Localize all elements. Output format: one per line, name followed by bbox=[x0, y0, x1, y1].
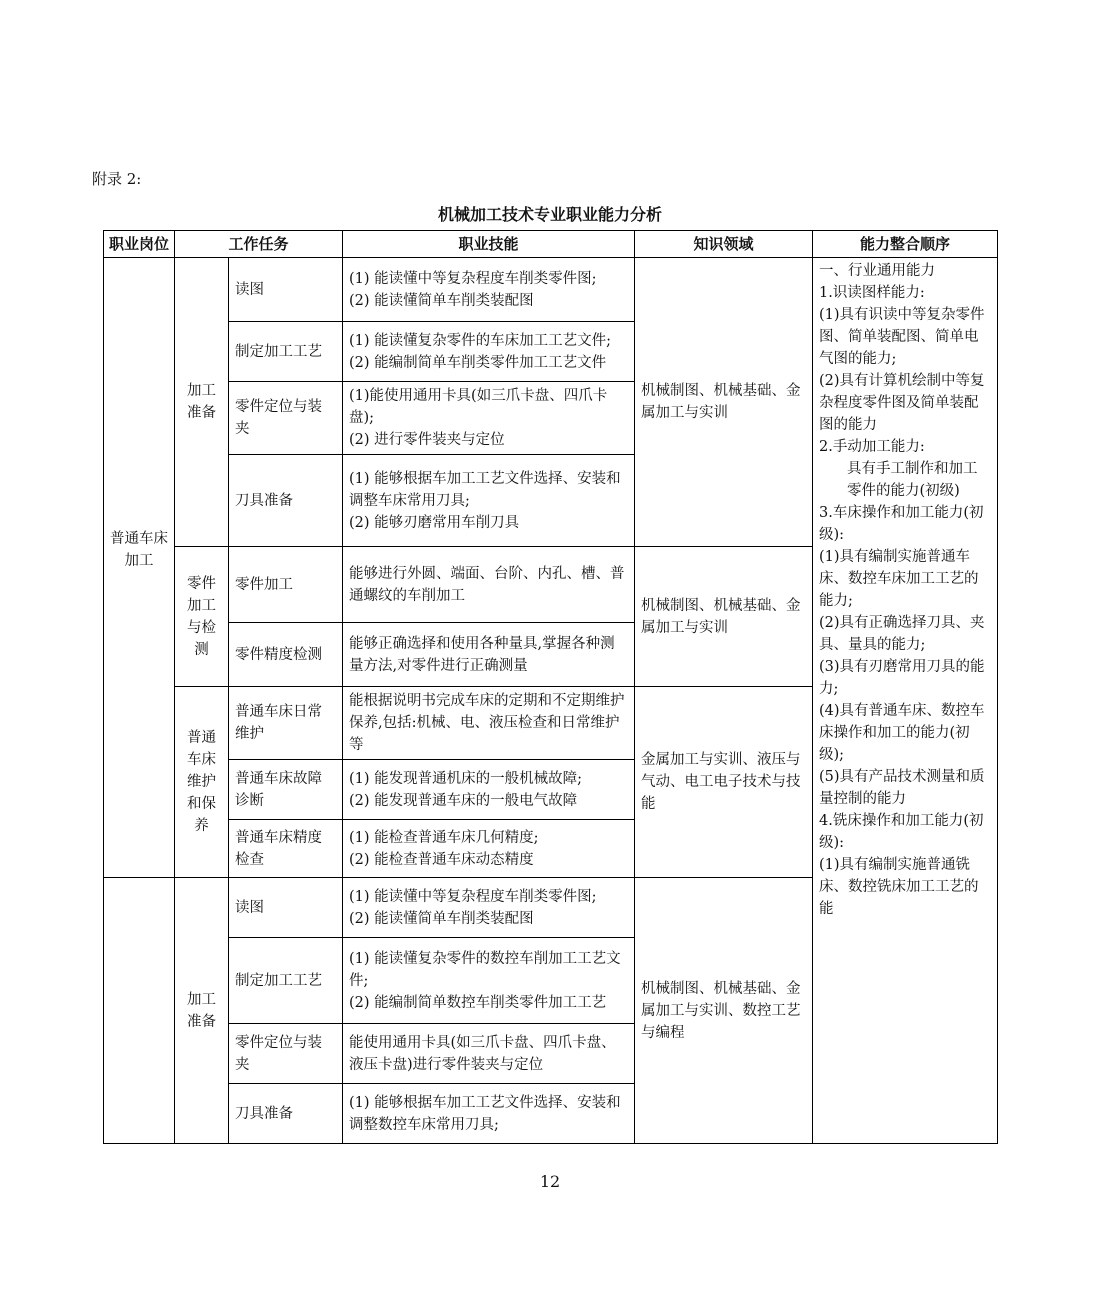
group-cell: 零件加工与检测 bbox=[175, 547, 229, 687]
task-cell: 普通车床故障诊断 bbox=[229, 760, 343, 820]
skill-cell: (1) 能读懂中等复杂程度车削类零件图; (2) 能读懂简单车削类装配图 bbox=[343, 878, 635, 938]
task-cell: 读图 bbox=[229, 258, 343, 322]
appendix-label: 附录 2: bbox=[92, 170, 142, 188]
task-cell: 普通车床精度检查 bbox=[229, 820, 343, 878]
knowledge-cell: 机械制图、机械基础、金属加工与实训 bbox=[635, 547, 813, 687]
skill-cell: 能根据说明书完成车床的定期和不定期维护保养,包括:机械、电、液压检查和日常维护等 bbox=[343, 687, 635, 760]
page-number: 12 bbox=[539, 1172, 561, 1191]
group-cell: 普通车床维护和保养 bbox=[175, 687, 229, 878]
skill-cell: (1) 能够根据车加工工艺文件选择、安装和调整数控车床常用刀具; bbox=[343, 1084, 635, 1144]
task-cell: 刀具准备 bbox=[229, 455, 343, 547]
task-cell: 制定加工工艺 bbox=[229, 938, 343, 1024]
header-post: 职业岗位 bbox=[104, 231, 175, 258]
task-cell: 刀具准备 bbox=[229, 1084, 343, 1144]
table-row bbox=[104, 258, 998, 322]
task-cell: 零件精度检测 bbox=[229, 623, 343, 687]
header-skill: 职业技能 bbox=[343, 231, 635, 258]
knowledge-cell: 机械制图、机械基础、金属加工与实训、数控工艺与编程 bbox=[635, 878, 813, 1144]
task-cell: 制定加工工艺 bbox=[229, 322, 343, 382]
header-knowledge: 知识领域 bbox=[635, 231, 813, 258]
skill-cell: (1) 能读懂中等复杂程度车削类零件图; (2) 能读懂简单车削类装配图 bbox=[343, 258, 635, 322]
header-task: 工作任务 bbox=[175, 231, 343, 258]
task-cell: 零件加工 bbox=[229, 547, 343, 623]
task-cell: 普通车床日常维护 bbox=[229, 687, 343, 760]
skill-cell: (1) 能检查普通车床几何精度; (2) 能检查普通车床动态精度 bbox=[343, 820, 635, 878]
post-cell-blank bbox=[104, 878, 175, 1144]
skill-cell: (1)能使用通用卡具(如三爪卡盘、四爪卡盘); (2) 进行零件装夹与定位 bbox=[343, 382, 635, 455]
skill-cell: (1) 能读懂复杂零件的车床加工工艺文件; (2) 能编制简单车削类零件加工工艺文件 bbox=[343, 322, 635, 382]
task-cell: 读图 bbox=[229, 878, 343, 938]
group-cell: 加工准备 bbox=[175, 878, 229, 1144]
header-ability: 能力整合顺序 bbox=[813, 231, 998, 258]
skill-cell: 能够进行外圆、端面、台阶、内孔、槽、普通螺纹的车削加工 bbox=[343, 547, 635, 623]
task-cell: 零件定位与装夹 bbox=[229, 382, 343, 455]
knowledge-cell: 机械制图、机械基础、金属加工与实训 bbox=[635, 258, 813, 547]
skill-cell: (1) 能发现普通机床的一般机械故障; (2) 能发现普通车床的一般电气故障 bbox=[343, 760, 635, 820]
skill-cell: (1) 能读懂复杂零件的数控车削加工工艺文件; (2) 能编制简单数控车削类零件加工工艺 bbox=[343, 938, 635, 1024]
ability-cell: 一、行业通用能力 1.识读图样能力: (1)具有识读中等复杂零件图、简单装配图、简单电气图的能力; (2)具有计算机绘制中等复杂程度零件图及简单装配图的能力 2.手动加工能力: 具有手工制作和加工零件的能力(初级) 3.车床操作和加工能力(初级): (1)具有编制实施普通车床、数控车床加工工艺的能力; (2)具有正确选择刀具、夹具、量具的能力; (3)具有刃磨常用刀具的能力; (4)具有普通车床、数控车床操作和加工的能力(初级); (5)具有产品技术测量和质量控制的能力 4.铣床操作和加工能力(初级): (1)具有编制实施普通铣床、数控铣床加工工艺的能 bbox=[813, 258, 998, 1144]
task-cell: 零件定位与装夹 bbox=[229, 1024, 343, 1084]
skill-cell: (1) 能够根据车加工工艺文件选择、安装和调整车床常用刀具; (2) 能够刃磨常用车削刀具 bbox=[343, 455, 635, 547]
competency-table bbox=[103, 230, 998, 1144]
header-row bbox=[104, 231, 998, 258]
group-cell: 加工准备 bbox=[175, 258, 229, 547]
skill-cell: 能够正确选择和使用各种量具,掌握各种测量方法,对零件进行正确测量 bbox=[343, 623, 635, 687]
knowledge-cell: 金属加工与实训、液压与气动、电工电子技术与技能 bbox=[635, 687, 813, 878]
table-title: 机械加工技术专业职业能力分析 bbox=[437, 205, 662, 224]
post-cell: 普通车床加工 bbox=[104, 258, 175, 878]
skill-cell: 能使用通用卡具(如三爪卡盘、四爪卡盘、液压卡盘)进行零件装夹与定位 bbox=[343, 1024, 635, 1084]
